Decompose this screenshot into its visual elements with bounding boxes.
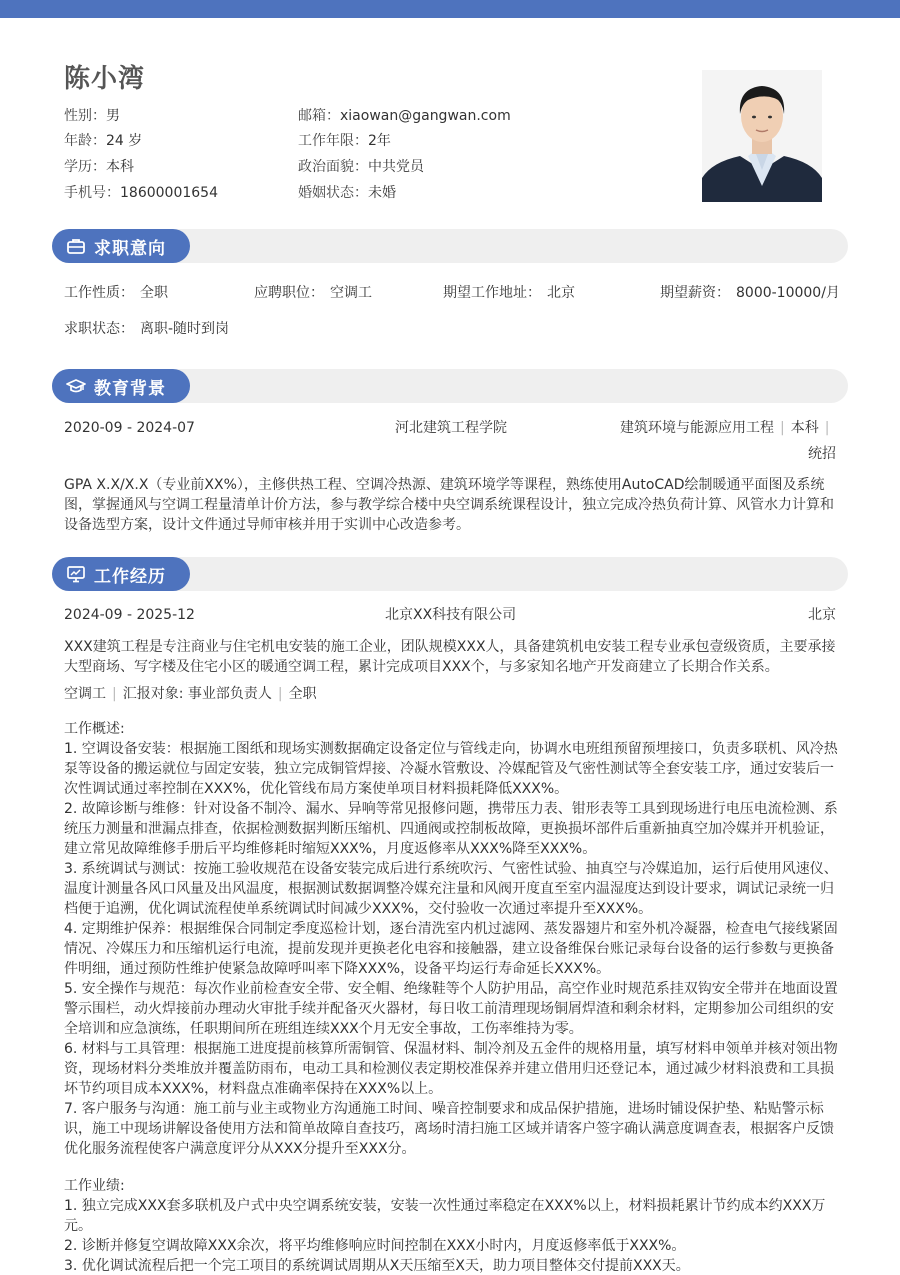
work-city: 北京 <box>808 607 836 623</box>
top-accent-bar <box>0 0 900 18</box>
work-company: 北京XX科技有限公司 <box>385 607 517 623</box>
section-title: 工作经历 <box>94 566 166 587</box>
achievement-item: 1. 独立完成XXX套多联机及户式中央空调系统安装，安装一次性通过率稳定在XXX%以上，材料损耗累计节约成本约XXX万元。 <box>64 1198 826 1234</box>
job-position: 应聘职位： 空调工 <box>254 285 372 301</box>
candidate-name: 陈小湾 <box>64 64 146 94</box>
work-role-line: 空调工 | 汇报对象: 事业部负责人 | 全职 <box>64 686 317 702</box>
achievement-item: 2. 诊断并修复空调故障XXX余次，将平均维修响应时间控制在XXX小时内，月度返修率低于XXX%。 <box>64 1238 686 1254</box>
overview-item: 6. 材料与工具管理：根据施工进度提前核算所需铜管、保温材料、制冷剂及五金件的规格用量，填写材料申领单并核对领出物资，现场材料分类堆放并覆盖防雨布，电动工具和检测仪表定期校准保养并建立借用归还登记本，通过减少材料浪费和工具损坏节约项目成本XXX%，材料盘点准确率保持在XXX%以上。 <box>64 1041 838 1097</box>
education-school: 河北建筑工程学院 <box>395 420 507 436</box>
achievements-title: 工作业绩: <box>64 1178 125 1194</box>
graduation-cap-icon <box>66 376 86 396</box>
education-mode: 统招 <box>808 446 836 462</box>
section-header-job-intent <box>52 229 190 263</box>
achievement-item: 3. 优化调试流程后把一个完工项目的系统调试周期从X天压缩至X天，助力项目整体交付提前XXX天。 <box>64 1258 690 1274</box>
section-bar-work <box>52 557 848 591</box>
work-overview <box>64 719 838 1159</box>
overview-title: 工作概述: <box>64 721 125 737</box>
section-title: 求职意向 <box>94 238 166 259</box>
section-header-work <box>52 557 190 591</box>
education-major-degree: 建筑环境与能源应用工程 | 本科 | <box>620 420 830 436</box>
overview-item: 3. 系统调试与测试：按施工验收规范在设备安装完成后进行系统吹污、气密性试验、抽真空与冷媒追加，运行后使用风速仪、温度计测量各风口风量及出风温度，根据测试数据调整冷媒充注量和风阀开度直至室内温湿度达到设计要求，调试记录统一归档便于追溯，优化调试流程使单系统调试时间减少XXX%，交付验收一次通过率提升至XXX%。 <box>64 861 838 917</box>
section-title: 教育背景 <box>94 378 166 399</box>
job-type: 工作性质： 全职 <box>64 285 168 301</box>
profile-photo <box>702 70 822 202</box>
work-achievements <box>64 1176 838 1275</box>
overview-item: 1. 空调设备安装：根据施工图纸和现场实测数据确定设备定位与管线走向，协调水电班组预留预埋接口，负责多联机、风冷热泵等设备的搬运就位与固定安装，独立完成铜管焊接、冷凝水管敷设、冷媒配管及气密性测试等全套安装工序，通过安装后一次性调试通过率控制在XXX%，优化管线布局方案使单项目材料损耗降低XXX%。 <box>64 741 838 797</box>
section-header-education <box>52 369 190 403</box>
monitor-icon <box>66 564 86 584</box>
job-salary: 期望薪资： 8000-10000/月 <box>660 285 840 301</box>
info-political-status: 政治面貌：中共党员 <box>298 159 424 175</box>
info-education: 学历：本科 <box>64 159 134 175</box>
info-phone: 手机号：18600001654 <box>64 185 218 201</box>
work-period: 2024-09 - 2025-12 <box>64 607 195 623</box>
overview-item: 2. 故障诊断与维修：针对设备不制冷、漏水、异响等常见报修问题，携带压力表、钳形表等工具到现场进行电压电流检测、系统压力测量和泄漏点排查，依据检测数据判断压缩机、四通阀或控制板故障，更换损坏部件后重新抽真空加冷媒并开机验证，建立常见故障维修手册后平均维修耗时缩短XXX%，月度返修率从XXX%降至XXX%。 <box>64 801 838 857</box>
info-age: 年龄：24 岁 <box>64 133 143 149</box>
job-location: 期望工作地址： 北京 <box>443 285 575 301</box>
info-marital-status: 婚姻状态：未婚 <box>298 185 396 201</box>
info-email: 邮箱：xiaowan@gangwan.com <box>298 108 511 124</box>
section-bar-education <box>52 369 848 403</box>
info-work-years: 工作年限：2年 <box>298 133 391 149</box>
education-period: 2020-09 - 2024-07 <box>64 420 195 436</box>
education-description: GPA X.X/X.X（专业前XX%），主修供热工程、空调冷热源、建筑环境学等课程，熟练使用AutoCAD绘制暖通平面图及系统图，掌握通风与空调工程量清单计价方法，参与教学综合楼中央空调系统课程设计，独立完成冷热负荷计算、风管水力计算和设备选型方案，设计文件通过导师审核并用于实训中心改造参考。 <box>64 477 834 533</box>
info-gender: 性别：男 <box>64 108 120 124</box>
section-bar-job-intent <box>52 229 848 263</box>
company-intro: XXX建筑工程是专注商业与住宅机电安装的施工企业，团队规模XXX人，具备建筑机电安装工程专业承包壹级资质，主要承接大型商场、写字楼及住宅小区的暖通空调工程，累计完成项目XXX个，与多家知名地产开发商建立了长期合作关系。 <box>64 639 836 675</box>
job-status: 求职状态： 离职-随时到岗 <box>64 321 230 337</box>
overview-item: 5. 安全操作与规范：每次作业前检查安全带、安全帽、绝缘鞋等个人防护用品，高空作业时规范系挂双钩安全带并在地面设置警示围栏，动火焊接前办理动火审批手续并配备灭火器材，每日收工前清理现场铜屑焊渣和剩余材料，定期参加公司组织的安全培训和应急演练，任职期间所在班组连续XXX个月无安全事故，工伤率维持为零。 <box>64 981 838 1037</box>
overview-item: 4. 定期维护保养：根据维保合同制定季度巡检计划，逐台清洗室内机过滤网、蒸发器翅片和室外机冷凝器，检查电气接线紧固情况、冷媒压力和压缩机运行电流，提前发现并更换老化电容和接触器，建立设备维保台账记录每台设备的运行参数与更换备件明细，通过预防性维护使紧急故障呼叫率下降XXX%，设备平均运行寿命延长XXX%。 <box>64 921 838 977</box>
briefcase-icon <box>66 236 86 256</box>
overview-item: 7. 客户服务与沟通：施工前与业主或物业方沟通施工时间、噪音控制要求和成品保护措施，进场时铺设保护垫、粘贴警示标识，施工中现场讲解设备使用方法和简单故障自查技巧，离场时清扫施工区域并请客户签字确认满意度调查表，根据客户反馈优化服务流程使客户满意度评分从XXX分提升至XXX分。 <box>64 1101 834 1157</box>
